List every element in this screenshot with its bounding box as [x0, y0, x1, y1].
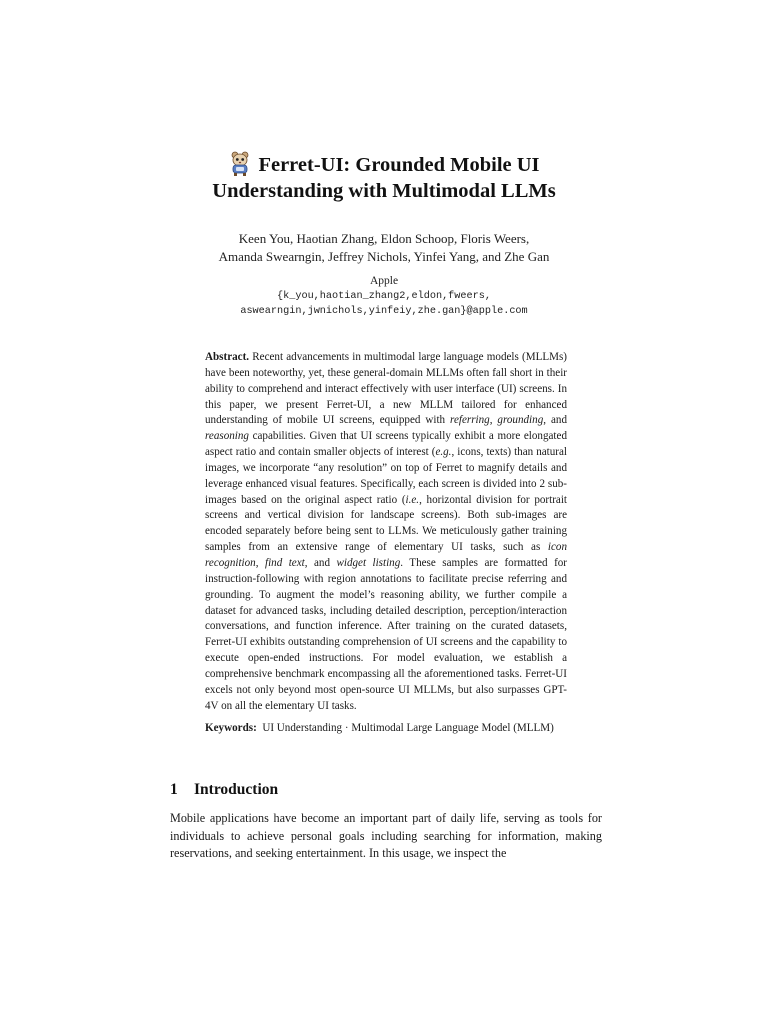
abstract-emphasis: i.e.	[405, 493, 420, 506]
author-emails	[0, 289, 768, 319]
authors-line-1: Keen You, Haotian Zhang, Eldon Schoop, Floris Weers,	[238, 231, 530, 246]
abstract-text: ,	[489, 414, 498, 427]
title-text-1: Ferret-UI: Grounded Mobile UI	[258, 154, 540, 176]
section-title: Introduction	[194, 781, 279, 798]
abstract-label: Abstract.	[205, 351, 250, 363]
title-line-2: Understanding with Multimodal LLMs	[212, 180, 556, 202]
emails-line-1: {k_you,haotian_zhang2,eldon,fweers,	[277, 291, 491, 302]
abstract-emphasis: reasoning	[205, 430, 249, 443]
abstract	[205, 350, 567, 714]
abstract-emphasis: widget listing	[336, 556, 401, 569]
abstract-text: ,	[255, 556, 265, 569]
intro-paragraph: Mobile applications have become an important part of daily life, serving as tools for individuals to achieve personal goals including searching for information, making reservations, and seeking entertainment. In this usage, we inspect the	[170, 811, 602, 861]
abstract-text: , horizontal division for portrait screens and vertical division for landscape screens). Both sub-images are encoded separately before being sent to LLMs. We meticulously gather training samples from an extensive range of elementary UI tasks, such as	[205, 493, 567, 554]
abstract-text: , and	[304, 556, 337, 569]
abstract-emphasis: e.g.	[435, 446, 452, 459]
authors-line-2: Amanda Swearngin, Jeffrey Nichols, Yinfei Yang, and Zhe Gan	[218, 249, 550, 264]
abstract-emphasis: icon recognition	[205, 541, 567, 569]
abstract-text: capabilities. Given that UI screens typically exhibit a more elongated aspect ratio and contain smaller objects of interest (	[205, 430, 567, 459]
section-number: 1	[170, 781, 178, 798]
affiliation: Apple	[369, 275, 399, 287]
ferret-mascot-icon	[228, 150, 252, 176]
paper-title	[0, 150, 768, 204]
keywords-label: Keywords:	[205, 722, 257, 734]
section-heading	[170, 780, 278, 800]
abstract-text: . These samples are formatted for instruction-following with region annotations to facilitate precise referring and grounding. To augment the model’s reasoning ability, we further compile a dataset for advanced tasks, including detailed description, perception/interaction conversations, and function inference. After training on the curated datasets, Ferret-UI exhibits outstanding comprehension of UI screens and the capability to execute open-ended instructions. For model evaluation, we establish a comprehensive benchmark encompassing all the aforementioned tasks. Ferret-UI excels not only beyond most open-source UI MLLMs, but also surpasses GPT-4V on all the elementary UI tasks.	[205, 556, 568, 712]
keywords	[205, 720, 605, 736]
title-line-1	[0, 150, 768, 178]
abstract-emphasis: referring	[450, 414, 490, 427]
author-list	[0, 230, 768, 266]
abstract-text: Recent advancements in multimodal large language models (MLLMs) have been noteworthy, yet, these general-domain MLLMs often fall short in their ability to comprehend and interact effectively with user interface (UI) screens. In this paper, we present Ferret-UI, a new MLLM tailored for enhanced understanding of mobile UI screens, equipped with	[205, 351, 567, 427]
keywords-text: UI Understanding · Multimodal Large Language Model (MLLM)	[262, 722, 554, 734]
abstract-text: , icons, texts) than natural images, we incorporate “any resolution” on top of Ferret to magnify details and leverage enhanced visual features. Specifically, each screen is divided into 2 sub-images based on the original aspect ratio (	[205, 446, 568, 506]
abstract-emphasis: find text	[264, 556, 305, 569]
emails-line-2: aswearngin,jwnichols,yinfeiy,zhe.gan}@apple.com	[240, 306, 528, 317]
abstract-emphasis: grounding	[497, 414, 544, 427]
abstract-text: , and	[543, 414, 567, 427]
